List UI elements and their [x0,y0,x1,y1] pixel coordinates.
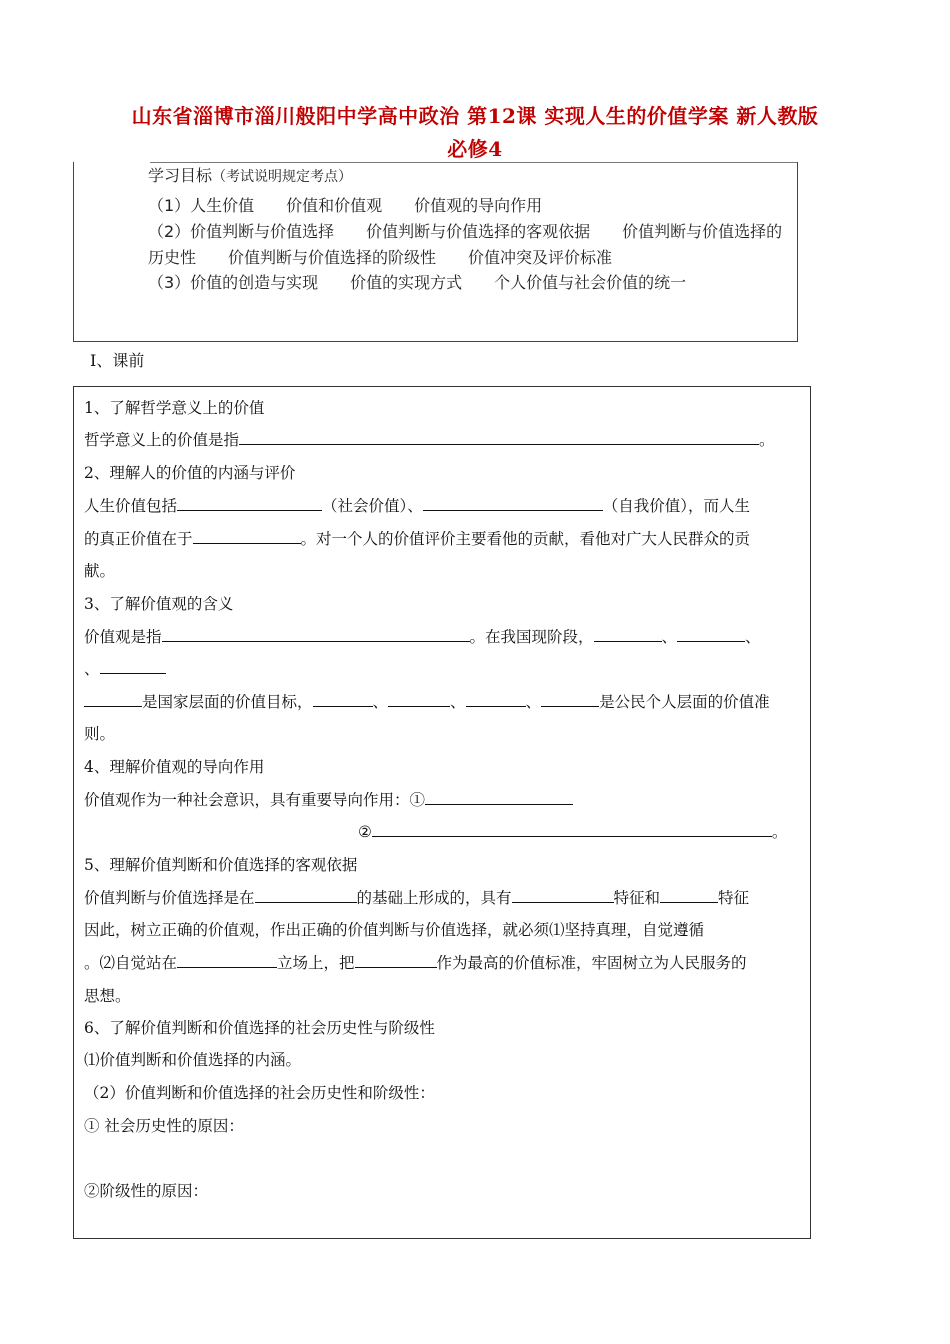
objectives-line-4: （3）价值的创造与实现 价值的实现方式 个人价值与社会价值的统一 [148,273,687,292]
q5-blank-feature-2[interactable] [660,888,718,903]
q4-blank-2[interactable] [372,822,772,837]
title-line-2: 必修4 [447,137,503,161]
q3-sep-4: 、 [372,693,389,711]
q4-text-b: ② [358,823,372,841]
q5-text-f: 。⑵自觉站在 [84,954,178,972]
q4-text-a: 价值观作为一种社会意识，具有重要导向作用：① [84,791,426,809]
q6-line-a: ⑴价值判断和价值选择的内涵。 [84,1051,302,1069]
q1-blank[interactable] [239,430,759,445]
q2-blank-self-value[interactable] [423,496,603,511]
q3-sep-5: 、 [450,693,466,711]
q3-sep-3: 、 [84,660,100,678]
q2-line-c: 献。 [84,562,116,580]
objectives-line-3: 历史性 价值判断与价值选择的阶级性 价值冲突及评价标准 [148,248,613,267]
q3-line-d: 则。 [84,725,116,743]
q3-sep-6: 、 [525,693,542,711]
q3-sep-2: 、 [745,628,761,646]
q4-line-b [358,820,787,842]
q2-text-e: 。对一个人的价值评价主要看他的贡献，看他对广大人民群众的贡 [300,530,751,548]
q5-line-c [84,951,747,973]
q2-line-a [84,494,750,516]
objectives-line-1: （1）人生价值 价值和价值观 价值观的导向作用 [148,196,543,215]
q4-line-a [84,788,573,810]
section-label-pre-class: Ⅰ、课前 [90,351,145,370]
q2-text-d: 的真正价值在于 [84,530,193,548]
q2-text-a: 人生价值包括 [84,497,178,515]
q1-end: 。 [759,431,775,449]
q1-text-a: 哲学意义上的价值是指 [84,431,240,449]
q4-blank-1[interactable] [425,790,573,805]
q2-blank-true-value[interactable] [193,529,301,544]
q3-text-d: 是公民个人层面的价值准 [599,693,770,711]
q2-blank-social-value[interactable] [177,496,322,511]
q4-end: 。 [771,823,788,841]
q2-text-b: （社会价值）、 [322,497,423,515]
q5-text-g: 立场上，把 [277,954,355,972]
q1-line-a [84,428,775,450]
objectives-heading [148,163,352,186]
q5-text-d: 特征 [718,889,750,907]
q5-line-b: 因此，树立正确的价值观，作出正确的价值判断与价值选择，就必须⑴坚持真理，自觉遵循 [84,921,705,939]
q3-blank-5[interactable] [313,692,373,707]
objectives-heading-text: 学习目标 [148,166,213,185]
q5-blank-stance[interactable] [177,953,277,968]
q2-title: 2、理解人的价值的内涵与评价 [84,464,296,482]
q5-text-c: 特征和 [613,889,661,907]
q5-title: 5、理解价值判断和价值选择的客观依据 [84,856,358,874]
q3-blank-4[interactable] [84,692,142,707]
q5-blank-standard[interactable] [355,953,437,968]
q5-line-d: 思想。 [84,987,131,1005]
q5-text-b: 的基础上形成的，具有 [356,889,512,907]
q3-blank-1[interactable] [594,627,662,642]
q3-sep-1: 、 [661,628,678,646]
q2-line-b [84,527,750,549]
objectives-heading-note: （考试说明规定考点） [212,169,353,185]
q3-line-c [84,690,770,712]
q3-line-b [84,657,166,679]
q3-blank-2[interactable] [677,627,745,642]
q4-title: 4、理解价值观的导向作用 [84,758,265,776]
q3-text-c: 是国家层面的价值目标， [142,693,313,711]
objectives-line-2: （2）价值判断与价值选择 价值判断与价值选择的客观依据 价值判断与价值选择的 [148,222,783,241]
q3-blank-7[interactable] [466,692,526,707]
q2-text-c: （自我价值），而人生 [602,497,751,515]
q3-line-a [84,625,761,647]
q6-line-c: ① 社会历史性的原因： [84,1117,244,1135]
q5-blank-feature-1[interactable] [512,888,614,903]
q6-title: 6、了解价值判断和价值选择的社会历史性与阶级性 [84,1019,435,1037]
q3-blank-8[interactable] [541,692,599,707]
q5-line-a [84,886,749,908]
q3-text-b: 。在我国现阶段， [469,628,594,646]
document-title [0,100,950,166]
q6-line-b: （2）价值判断和价值选择的社会历史性和阶级性： [84,1084,435,1102]
q3-blank-3[interactable] [100,659,166,674]
q5-blank-basis[interactable] [255,888,357,903]
title-line-1: 山东省淄博市淄川般阳中学高中政治 第12课 实现人生的价值学案 新人教版 [131,104,819,128]
q3-blank-definition[interactable] [162,627,470,642]
q3-title: 3、了解价值观的含义 [84,595,234,613]
q6-line-d: ②阶级性的原因： [84,1182,209,1200]
q5-text-a: 价值判断与价值选择是在 [84,889,255,907]
q3-blank-6[interactable] [388,692,450,707]
q3-text-a: 价值观是指 [84,628,162,646]
q1-title: 1、了解哲学意义上的价值 [84,399,265,417]
q5-text-h: 作为最高的价值标准，牢固树立为人民服务的 [436,954,747,972]
